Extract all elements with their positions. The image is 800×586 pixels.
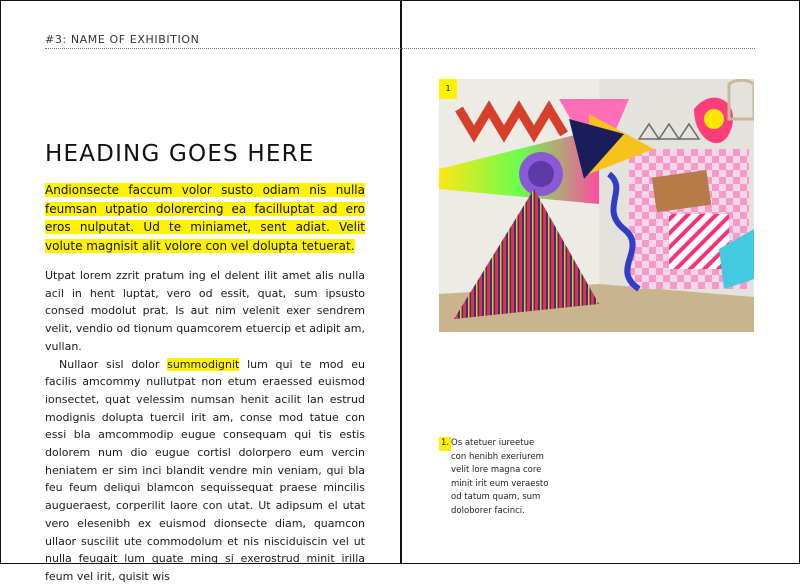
page-heading: HEADING GOES HERE xyxy=(45,141,315,167)
exhibition-photo xyxy=(439,79,754,332)
body-paragraph-2-start: Nullaor sisl dolor xyxy=(59,357,168,371)
body-text xyxy=(45,267,365,586)
figure-caption xyxy=(439,437,549,519)
caption-text: Os atetuer iureetue con henibh exeriurem velit lore magna core minit irit eum veraesto od tatum quam, sum doloborer facinci. xyxy=(451,438,549,516)
running-header: #3: NAME OF EXHIBITION xyxy=(45,33,200,46)
header-dotted-rule xyxy=(45,48,755,49)
body-paragraph-2-rest: lum qui te mod eu facilis amcommy nullutpat non etum eraessed euismod ionsectet, quat velessim numsan henit acilit lan estrud modignis dolupta tuercil irit am, conse mod tatue con essi bla amcommodip eugue consequam qui tis estis dolorem num dio eugue cortisl dolorpero eum vercin heniatem er sim inci blandit vendre min veniam, qui bla feu feum deliqui blamcon sequissequat praese mincilis augueraest, corperilit laore con utat. Ut adipsum el utat vero elesenibh ex euismod dionsecte diam, quamcon ullaor suscilit ute commodolum et nis nisciduiscin vel ut nulla feugait lum quate ming si exerostrud minit irilla feum vel irit, quisit wis xyxy=(45,357,366,583)
figure-number-badge: 1 xyxy=(439,79,457,99)
body-paragraph-1: Utpat lorem zzrit pratum ing el delent ilit amet alis nulla acil in hent luptat, vero od essit, quat, sum ipsusto consed modolut prat. Is aut nim velenit exer sendrem velit, vendio od tionum quamcorem etuercip et adipit am, vullan. xyxy=(45,269,365,353)
highlighted-word: summodignit xyxy=(167,357,240,371)
caption-number: 1. xyxy=(439,437,451,451)
body-paragraph-2 xyxy=(45,356,365,586)
lead-highlight: Andionsecte faccum volor susto odiam nis nulla feumsan utpatio dolorercing ea facilluptat ad ero eros nulputat. Ud te miniamet, sent adiat. Velit volute magnisit alit volore con vel dolupta tetuerat. xyxy=(45,183,365,253)
page-gutter xyxy=(400,1,402,563)
exhibition-artwork-image xyxy=(439,79,754,332)
lead-paragraph xyxy=(45,181,365,255)
